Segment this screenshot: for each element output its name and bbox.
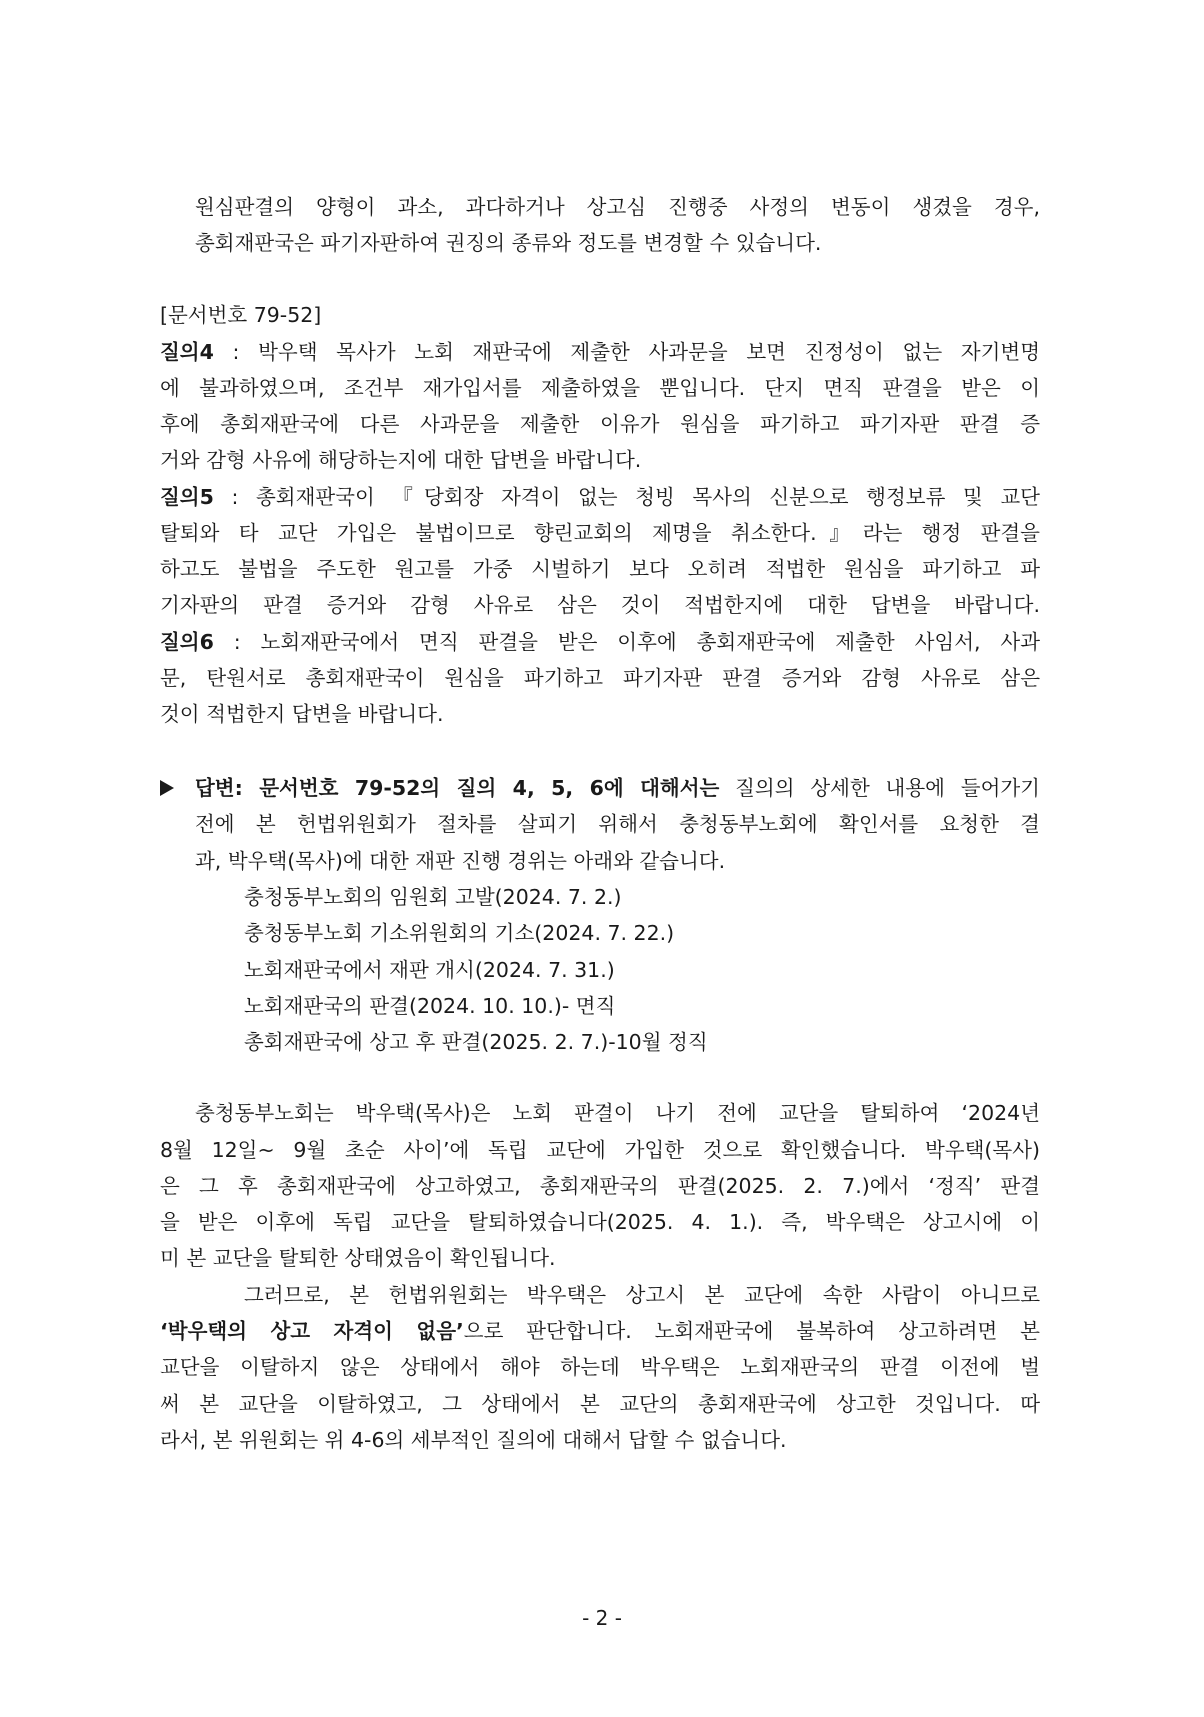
q6-line-3: 것이 적법한지 답변을 바랍니다. [160, 702, 444, 726]
answer-line-3: 과, 박우택(목사)에 대한 재판 진행 경위는 아래와 같습니다. [195, 849, 726, 873]
para2-text-rest: 으로 판단합니다. 노회재판국에 불복하여 상고하려면 본 [463, 1319, 1040, 1343]
q6-label: 질의6 [160, 630, 214, 654]
timeline-item: 총회재판국에 상고 후 판결(2025. 2. 7.)-10월 정직 [244, 1030, 708, 1054]
para2-line-2 [160, 1318, 1040, 1344]
para1-line-2: 8월 12일~ 9월 초순 사이’에 독립 교단에 가입한 것으로 확인했습니다. 박우택(목사) [160, 1138, 1040, 1162]
doc-ref-heading: [문서번호 79-52] [160, 303, 322, 327]
q4-text-1: : 박우택 목사가 노회 재판국에 제출한 사과문을 보면 진정성이 없는 자기변명 [213, 340, 1040, 364]
para1-line-3: 은 그 후 총회재판국에 상고하였고, 총회재판국의 판결(2025. 2. 7.)에서 ‘정직’ 판결 [160, 1174, 1040, 1198]
page-number: - 2 - [582, 1606, 622, 1630]
timeline-item: 충청동부노회 기소위원회의 기소(2024. 7. 22.) [244, 921, 675, 945]
intro-line-2: 총회재판국은 파기자판하여 권징의 종류와 정도를 변경할 수 있습니다. [195, 231, 822, 255]
q5-line-3: 하고도 불법을 주도한 원고를 가중 시벌하기 보다 오히려 적법한 원심을 파기하고 파 [160, 557, 1040, 581]
answer-lead: 답변: 문서번호 79-52의 질의 4, 5, 6에 대해서는 [195, 776, 720, 800]
timeline-item: 충청동부노회의 임원회 고발(2024. 7. 2.) [244, 885, 622, 909]
q5-label: 질의5 [160, 485, 214, 509]
para1-line-4: 을 받은 이후에 독립 교단을 탈퇴하였습니다(2025. 4. 1.). 즉, 박우택은 상고시에 이 [160, 1210, 1040, 1234]
q5-line-4: 기자판의 판결 증거와 감형 사유로 삼은 것이 적법한지에 대한 답변을 바랍니다. [160, 593, 1040, 617]
para2-line-1: 그러므로, 본 헌법위원회는 박우택은 상고시 본 교단에 속한 사람이 아니므로 [244, 1283, 1040, 1307]
q4-line-4: 거와 감형 사유에 해당하는지에 대한 답변을 바랍니다. [160, 448, 642, 472]
q4-line-3: 후에 총회재판국에 다른 사과문을 제출한 이유가 원심을 파기하고 파기자판 판결 증 [160, 412, 1040, 436]
para2-line-5: 라서, 본 위원회는 위 4-6의 세부적인 질의에 대해서 답할 수 없습니다. [160, 1428, 787, 1452]
answer-line-2: 전에 본 헌법위원회가 절차를 살피기 위해서 충청동부노회에 확인서를 요청한 결 [195, 812, 1040, 836]
para1-line-5: 미 본 교단을 탈퇴한 상태였음이 확인됩니다. [160, 1246, 556, 1270]
intro-line-1: 원심판결의 양형이 과소, 과다하거나 상고심 진행중 사정의 변동이 생겼을 경우, [195, 195, 1040, 219]
para2-bold-conclusion: ‘박우택의 상고 자격이 없음’ [160, 1319, 464, 1343]
q5-line-1 [160, 484, 1040, 510]
timeline-item: 노회재판국의 판결(2024. 10. 10.)- 면직 [244, 994, 616, 1018]
q5-line-2: 탈퇴와 타 교단 가입은 불법이므로 향린교회의 제명을 취소한다.』라는 행정 판결을 [160, 521, 1040, 545]
answer-lead-rest: 질의의 상세한 내용에 들어가기 [719, 776, 1040, 800]
q4-label: 질의4 [160, 340, 214, 364]
q6-line-2: 문, 탄원서로 총회재판국이 원심을 파기하고 파기자판 판결 증거와 감형 사유로 삼은 [160, 666, 1040, 690]
para1-line-1: 충청동부노회는 박우택(목사)은 노회 판결이 나기 전에 교단을 탈퇴하여 ‘2024년 [195, 1101, 1040, 1125]
q5-text-1: : 총회재판국이 『당회장 자격이 없는 청빙 목사의 신분으로 행정보류 및 교단 [213, 485, 1040, 509]
q4-line-2: 에 불과하였으며, 조건부 재가입서를 제출하였을 뿐입니다. 단지 면직 판결을 받은 이 [160, 376, 1040, 400]
triangle-bullet-icon [160, 780, 174, 796]
answer-line-1 [195, 775, 1040, 801]
para2-line-3: 교단을 이탈하지 않은 상태에서 해야 하는데 박우택은 노회재판국의 판결 이전에 벌 [160, 1355, 1040, 1379]
timeline-item: 노회재판국에서 재판 개시(2024. 7. 31.) [244, 958, 615, 982]
q4-line-1 [160, 339, 1040, 365]
q6-text-1: : 노회재판국에서 면직 판결을 받은 이후에 총회재판국에 제출한 사임서, 사과 [213, 630, 1040, 654]
para2-line-4: 써 본 교단을 이탈하였고, 그 상태에서 본 교단의 총회재판국에 상고한 것입니다. 따 [160, 1392, 1040, 1416]
q6-line-1 [160, 629, 1040, 655]
